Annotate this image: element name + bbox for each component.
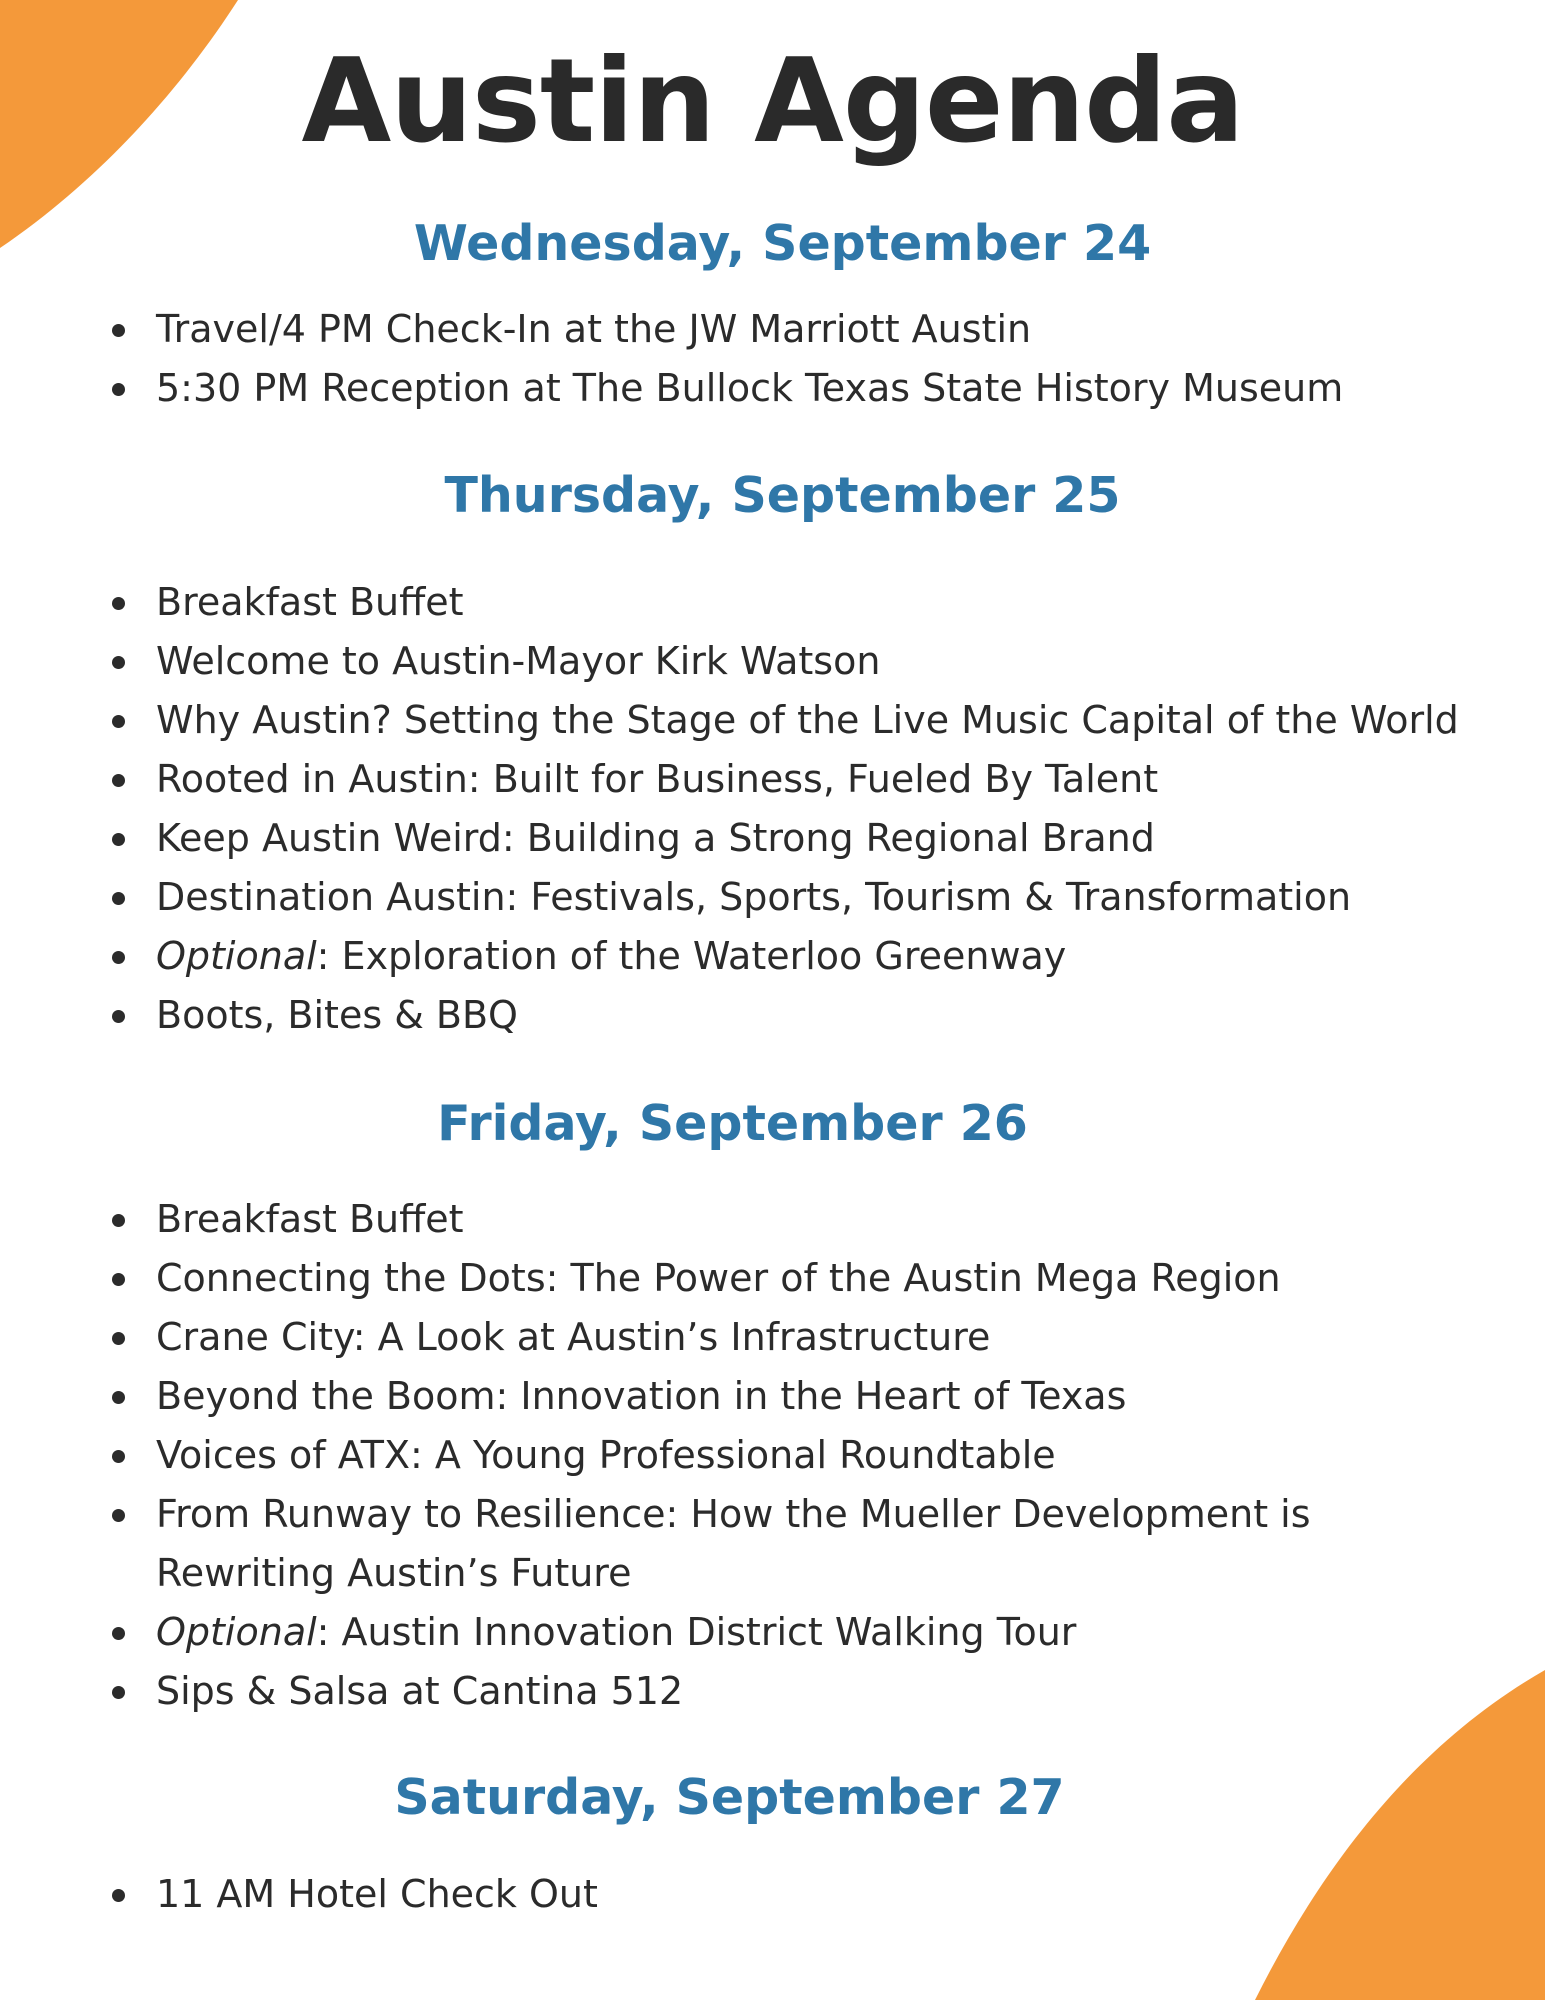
agenda-item-text: : Exploration of the Waterloo Greenway [316,934,1067,978]
agenda-item-text: 11 AM Hotel Check Out [156,1872,598,1916]
bullet-icon [112,383,125,396]
agenda-item-text: Rooted in Austin: Built for Business, Fueled By Talent [156,757,1159,801]
bullet-icon [112,1391,125,1404]
agenda-item-text: Destination Austin: Festivals, Sports, Tourism & Transformation [156,875,1352,919]
agenda-item [112,1249,1532,1308]
optional-label: Optional [156,1610,317,1654]
day-heading-wednesday: Wednesday, September 24 [413,215,1152,272]
bullet-icon [112,715,125,728]
bullet-icon [112,1273,125,1286]
bullet-icon [112,892,125,905]
bullet-icon [112,1686,125,1699]
bullet-icon [112,951,125,964]
agenda-item [112,573,1532,632]
bullet-icon [112,1010,125,1023]
agenda-item [112,1485,1446,1603]
thursday-agenda-list [112,573,1532,1045]
agenda-item-text: Connecting the Dots: The Power of the Austin Mega Region [156,1256,1281,1300]
agenda-item-text: Breakfast Buffet [156,1197,464,1241]
agenda-item-text: Sips & Salsa at Cantina 512 [156,1669,684,1713]
agenda-item [112,809,1532,868]
agenda-item [112,359,1532,418]
agenda-item-text: 5:30 PM Reception at The Bullock Texas State History Museum [156,366,1344,410]
optional-label: Optional [156,934,317,978]
day-heading-thursday: Thursday, September 25 [444,467,1121,524]
bullet-icon [112,1627,125,1640]
bullet-icon [112,1509,125,1522]
agenda-item [112,1662,1532,1721]
agenda-item-text: Breakfast Buffet [156,580,464,624]
agenda-item-text: Voices of ATX: A Young Professional Roundtable [156,1433,1056,1477]
agenda-item-text: Beyond the Boom: Innovation in the Heart of Texas [156,1374,1127,1418]
agenda-item [112,927,1532,986]
agenda-item-text: Crane City: A Look at Austin’s Infrastructure [156,1315,991,1359]
bullet-icon [112,597,125,610]
agenda-item-text: Keep Austin Weird: Building a Strong Regional Brand [156,816,1155,860]
page-title: Austin Agenda [301,34,1244,169]
bullet-icon [112,324,125,337]
agenda-item [112,300,1532,359]
bullet-icon [112,1332,125,1345]
bullet-icon [112,833,125,846]
bullet-icon [112,1450,125,1463]
agenda-item [112,1426,1532,1485]
agenda-item-text: Travel/4 PM Check-In at the JW Marriott Austin [156,307,1032,351]
agenda-item [112,1367,1532,1426]
agenda-item-text: Welcome to Austin-Mayor Kirk Watson [156,639,881,683]
agenda-item-text: Boots, Bites & BBQ [156,993,518,1037]
friday-agenda-list [112,1190,1532,1721]
bullet-icon [112,774,125,787]
bullet-icon [112,1889,125,1902]
agenda-item [112,1308,1532,1367]
agenda-item [112,868,1532,927]
day-heading-friday: Friday, September 26 [437,1095,1028,1152]
agenda-item [112,1603,1532,1662]
bullet-icon [112,656,125,669]
agenda-item-text: : Austin Innovation District Walking Tour [316,1610,1077,1654]
bullet-icon [112,1214,125,1227]
agenda-item-text: From Runway to Resilience: How the Mueller Development is Rewriting Austin’s Future [156,1492,1311,1595]
saturday-agenda-list [112,1865,1532,1924]
day-heading-saturday: Saturday, September 27 [394,1769,1065,1826]
agenda-item [112,1865,1532,1924]
agenda-item-text: Why Austin? Setting the Stage of the Live Music Capital of the World [156,698,1459,742]
agenda-item [112,691,1532,750]
agenda-item [112,986,1532,1045]
agenda-item [112,750,1532,809]
agenda-item [112,632,1532,691]
wednesday-agenda-list [112,300,1532,418]
agenda-item [112,1190,1532,1249]
